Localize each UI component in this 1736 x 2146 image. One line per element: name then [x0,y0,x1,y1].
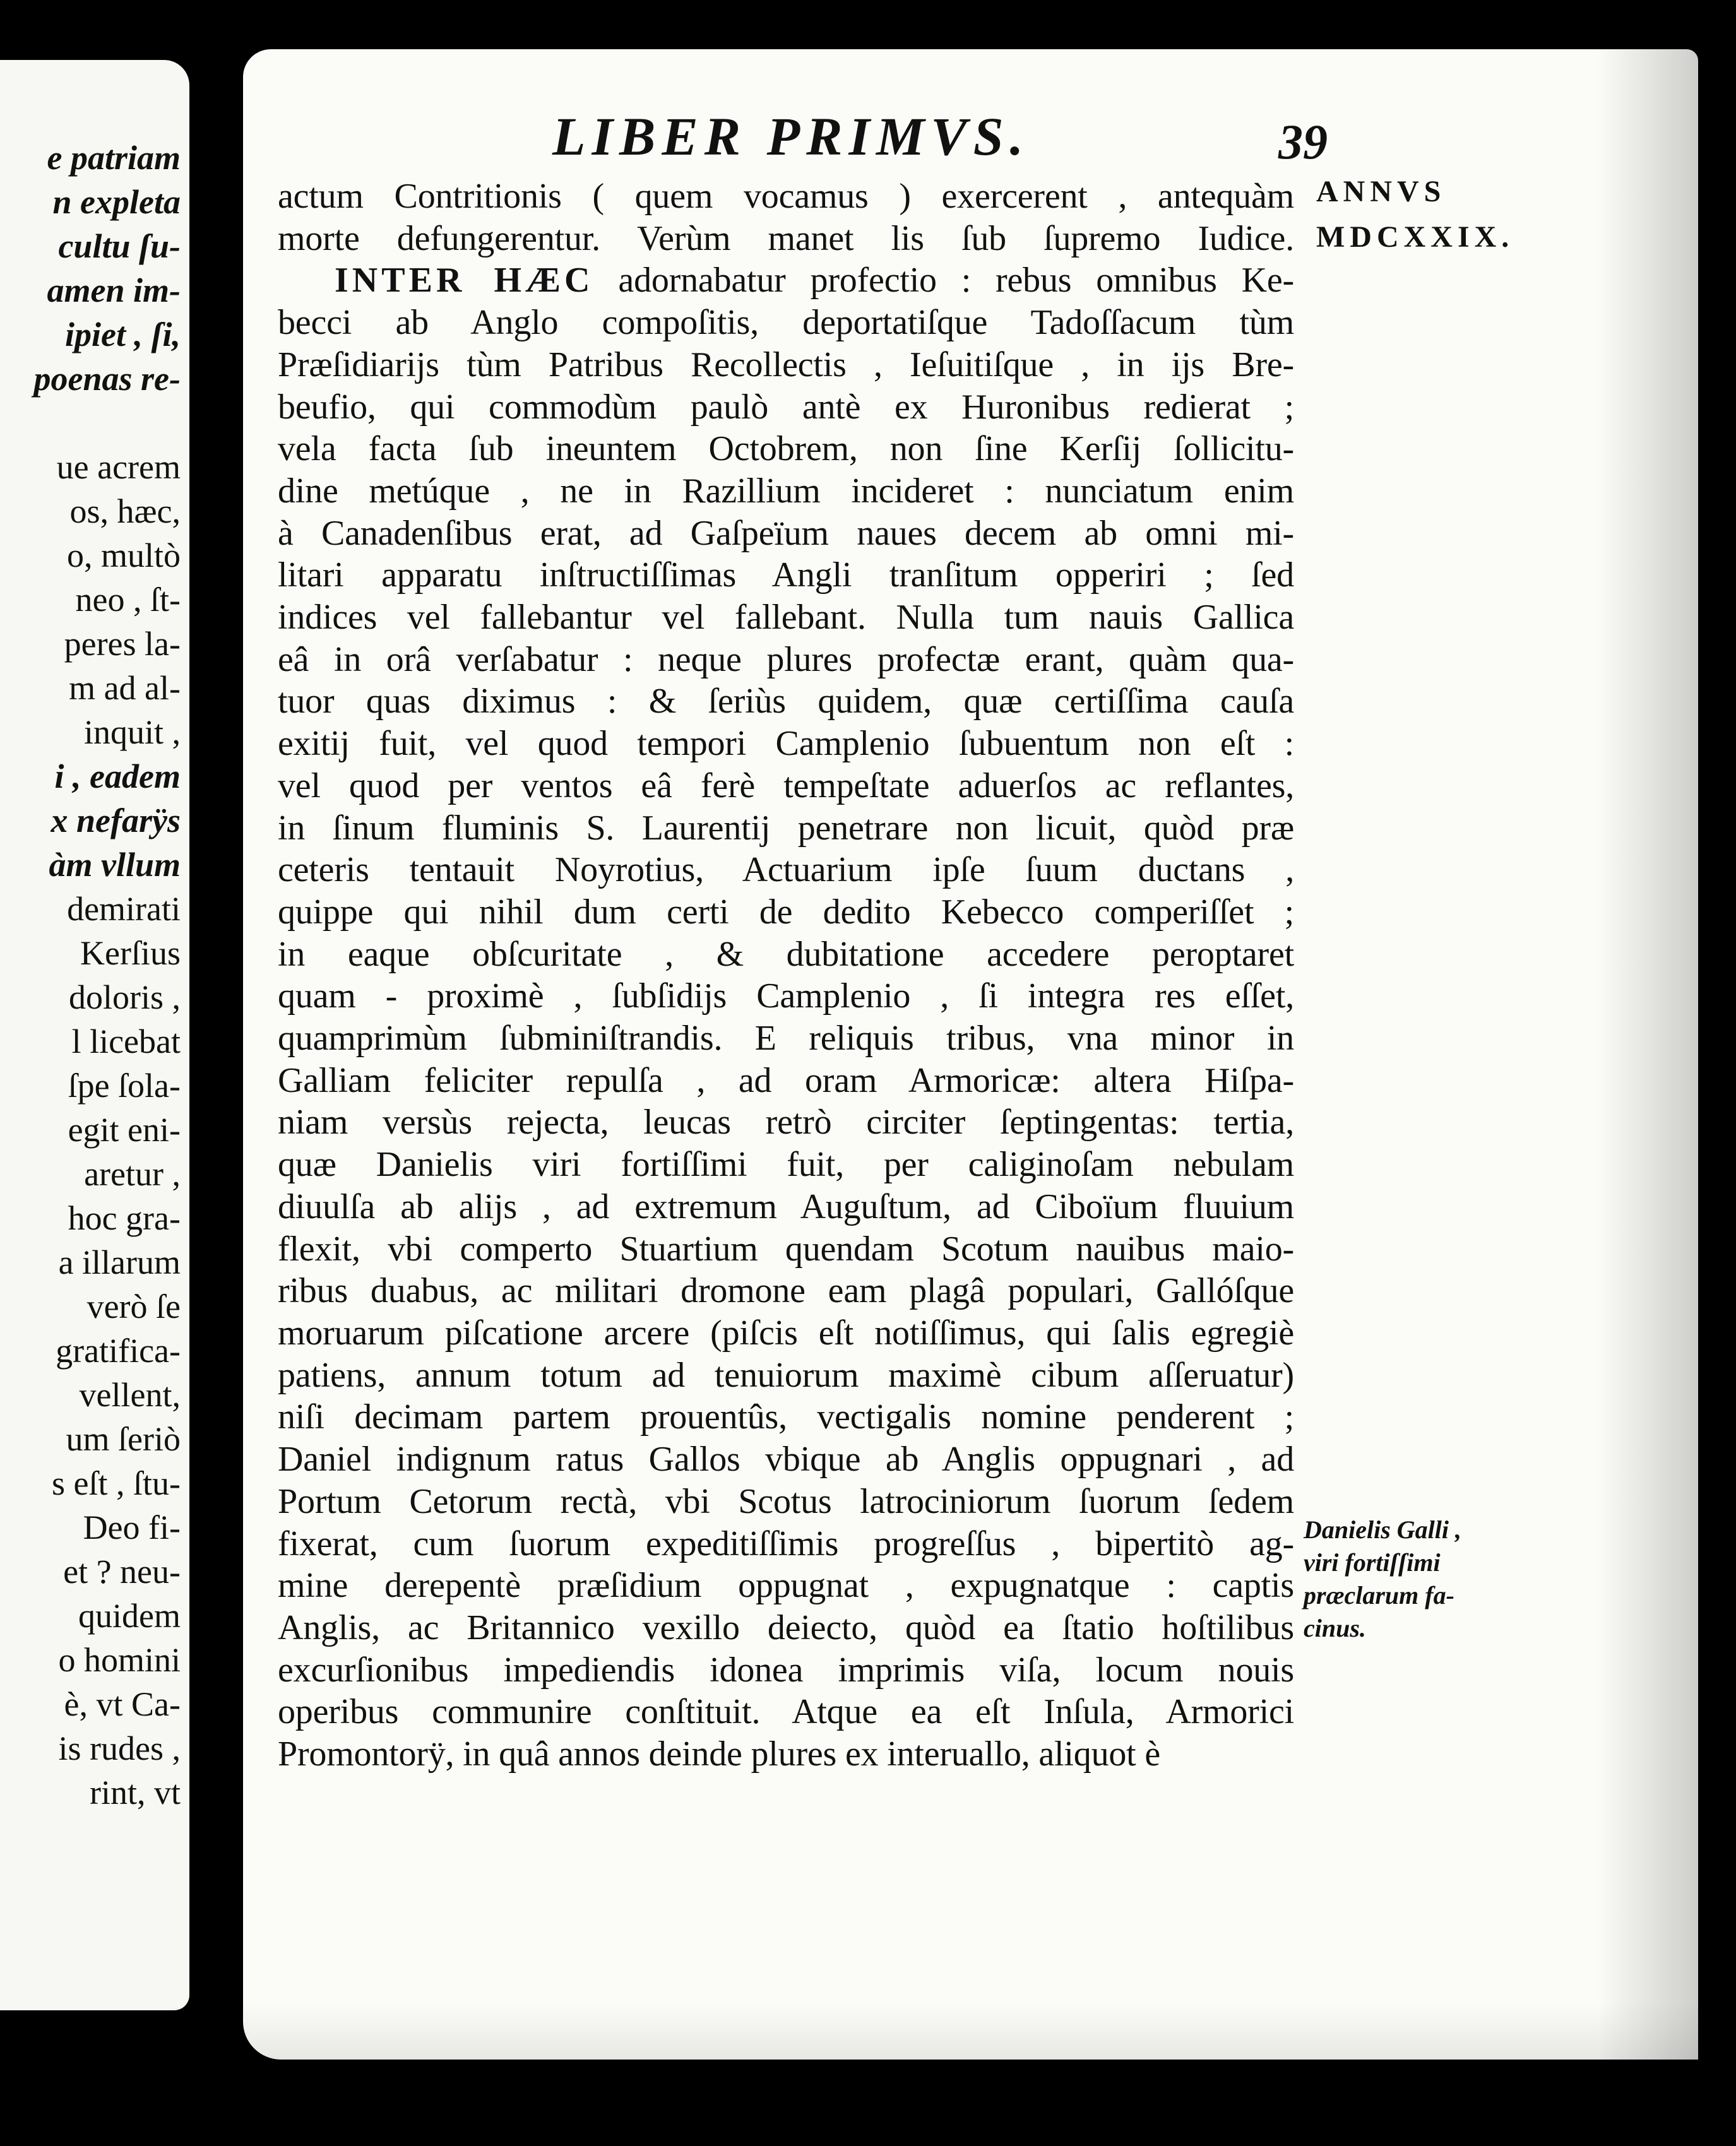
left-page-line: is rudes , [58,1729,181,1767]
body-line [278,259,1294,302]
left-page-line: a illarum [58,1243,181,1281]
left-page-line: neo , ſt- [75,581,181,619]
body-line: operibus communire conſtituit. Atque ea eſt Inſula, Armorici [278,1692,1294,1732]
body-line: tuor quas diximus : & ſeriùs quidem, quæ certiſſima cauſa [278,682,1294,721]
body-line: morte defungerentur. Verùm manet lis ſub ſupremo Iudice. [278,218,1294,258]
body-line: quippe qui nihil dum certi de dedito Kebecco comperiſſet ; [278,892,1294,932]
marginal-note-line: præclarum fa- [1304,1581,1454,1610]
body-line: niam versùs rejecta, leucas retrò circiter ſeptingentas: tertia, [278,1103,1294,1142]
body-line: eâ in orâ verſabatur : neque plures profectæ erant, quàm qua- [278,639,1294,679]
body-line: niſi decimam partem prouentûs, vectigalis nomine penderent ; [278,1397,1294,1437]
body-line-text: adornabatur profectio : rebus omnibus Ke- [593,261,1295,300]
marginal-note-line: cinus. [1304,1614,1366,1642]
year-label-line-1: ANNVS [1316,175,1446,208]
running-title: LIBER PRIMVS. [552,106,1030,167]
body-line: patiens, annum totum ad tenuiorum maximè cibum aſſeruatur) [278,1355,1294,1395]
bottom-shadow [243,2003,1698,2060]
body-line: quamprimùm ſubminiſtrandis. E reliquis tribus, vna minor in [278,1019,1294,1058]
left-page-line: l licebat [71,1023,181,1060]
body-line: in ſinum fluminis S. Laurentij penetrare non licuit, quòd præ [278,808,1294,848]
body-line: moruarum piſcatione arcere (piſcis eſt notiſſimus, qui ſalis egregiè [278,1313,1294,1353]
left-page-line: aretur , [84,1155,181,1193]
left-page-line: è, vt Ca- [64,1685,181,1723]
body-line: à Canadenſibus erat, ad Gaſpeïum naues decem ab omni mi- [278,513,1294,553]
body-line: fixerat, cum ſuorum expeditiſſimis progreſſus , bipertitò ag- [278,1524,1294,1563]
left-page-line: vellent, [79,1376,181,1414]
left-page-line: àm vllum [49,846,181,884]
left-page-line: demirati [67,890,181,928]
marginal-note-line: Danielis Galli , [1304,1515,1462,1544]
left-page-line: o homini [58,1641,181,1679]
body-line: Anglis, ac Britannico vexillo deiecto, quòd ea ſtatio hoſtilibus [278,1608,1294,1647]
body-line: Promontorÿ, in quâ annos deinde plures ex interuallo, aliquot è [278,1734,1160,1774]
left-page-line: x nefarÿs [51,802,181,839]
body-line: ribus duabus, ac militari dromone eam plagâ populari, Gallóſque [278,1271,1294,1311]
left-page-line: quidem [78,1597,181,1635]
left-facing-page [0,60,189,2010]
left-page-line: Deo fi- [83,1509,181,1546]
year-label-line-2: MDCXXIX. [1316,220,1514,254]
gutter-shadow [1597,49,1698,2060]
left-page-line: m ad al- [69,669,181,707]
left-page-line: egit eni- [68,1111,181,1149]
left-page-line: poenas re- [33,360,181,398]
left-page-line: amen im- [47,271,181,309]
body-line: flexit, vbi comperto Stuartium quendam Scotum nauibus maio- [278,1229,1294,1269]
left-page-line: Kerſius [80,934,181,972]
marginal-note [1304,1514,1512,1645]
body-line: in eaque obſcuritate , & dubitatione accedere peroptaret [278,934,1294,974]
left-page-line: inquit , [83,713,181,751]
body-line: Galliam feliciter repulſa , ad oram Armoricæ: altera Hiſpa- [278,1060,1294,1100]
left-page-line: um ſeriò [66,1420,181,1458]
left-page-line: o, multò [66,536,181,574]
section-opening-words: INTER HÆC [335,261,594,300]
body-line: actum Contritionis ( quem vocamus ) exercerent , antequàm [278,177,1294,216]
marginal-note-line: viri fortiſſimi [1304,1548,1441,1577]
body-line: diuulſa ab alijs , ad extremum Auguſtum, ad Ciboïum fluuium [278,1187,1294,1226]
left-page-line: rint, vt [90,1774,181,1811]
body-text [278,175,1294,1775]
left-page-line: peres la- [64,625,181,663]
body-line: mine derepentè præſidium oppugnat , expugnatque : captis [278,1566,1294,1606]
left-page-line: ue acrem [56,448,181,486]
left-page-line: gratifica- [56,1332,181,1370]
body-line: Præſidiarijs tùm Patribus Recollectis , Ieſuitiſque , in ijs Bre- [278,345,1294,384]
body-line: vel quod per ventos eâ ferè tempeſtate aduerſos ac reflantes, [278,766,1294,805]
left-page-line: doloris , [68,978,181,1016]
body-line: ceteris tentauit Noyrotius, Actuarium ipſe ſuum ductans , [278,850,1294,890]
body-line: litari apparatu inſtructiſſimas Angli tranſitum opperiri ; ſed [278,555,1294,595]
body-line: indices vel fallebantur vel fallebant. Nulla tum nauis Gallica [278,598,1294,637]
body-line: Portum Cetorum rectà, vbi Scotus latrociniorum ſuorum ſedem [278,1481,1294,1521]
left-page-line: ipiet , ſi, [65,316,181,353]
body-line: Daniel indignum ratus Gallos vbique ab Anglis oppugnari , ad [278,1440,1294,1479]
left-page-line: s eſt , ſtu- [52,1464,181,1502]
left-page-line: verò ſe [86,1288,181,1325]
left-page-line: os, hæc, [69,492,181,530]
body-line: vela facta ſub ineuntem Octobrem, non ſine Kerſij ſollicitu- [278,429,1294,469]
body-line: excurſionibus impediendis idonea imprimis viſa, locum nouis [278,1650,1294,1690]
left-page-line: cultu ſu- [58,227,181,265]
page-number: 39 [1278,114,1328,169]
left-page-line: hoc gra- [68,1199,181,1237]
left-page-line: ſpe ſola- [68,1067,181,1105]
left-page-line: e patriam [47,139,181,177]
year-label [1316,169,1581,260]
body-line: quæ Danielis viri fortiſſimi fuit, per caliginoſam nebulam [278,1145,1294,1185]
body-line: quam - proximè , ſubſidijs Camplenio , ſi integra res eſſet, [278,976,1294,1016]
body-line: becci ab Anglo compoſitis, deportatiſque Tadoſſacum tùm [278,303,1294,343]
left-page-line: i , eadem [54,757,181,795]
left-page-line: et ? neu- [63,1553,181,1591]
body-line: beufio, qui commodùm paulò antè ex Huronibus redierat ; [278,387,1294,427]
body-line: exitij fuit, vel quod tempori Camplenio ſubuentum non eſt : [278,724,1294,764]
left-page-line: n expleta [52,183,181,221]
book-page [243,49,1698,2060]
body-line: dine metúque , ne in Razillium incideret : nunciatum enim [278,471,1294,511]
